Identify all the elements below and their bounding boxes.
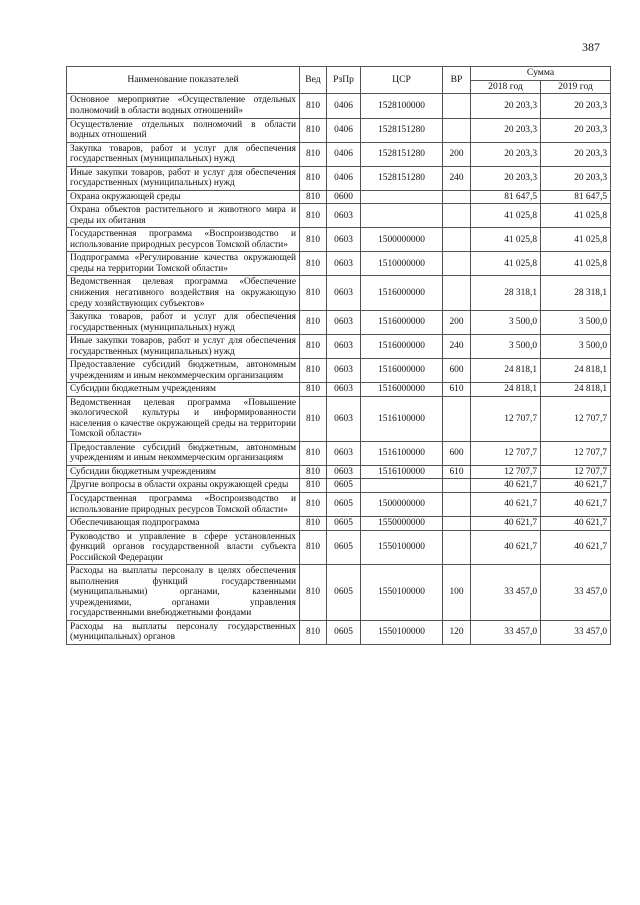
cell-y2019: 41 025,8 <box>541 228 611 252</box>
cell-name: Расходы на выплаты персоналу государственных (муниципальных) органов <box>67 620 300 644</box>
cell-rzpr: 0603 <box>327 441 361 465</box>
table-row <box>67 441 611 465</box>
cell-rzpr: 0406 <box>327 94 361 118</box>
cell-ved: 810 <box>300 530 327 565</box>
cell-csr: 1528151280 <box>361 166 443 190</box>
cell-y2019: 24 818,1 <box>541 359 611 383</box>
cell-y2019: 24 818,1 <box>541 383 611 397</box>
cell-csr: 1500000000 <box>361 228 443 252</box>
cell-y2019: 28 318,1 <box>541 276 611 311</box>
cell-y2018: 20 203,3 <box>471 142 541 166</box>
table-row <box>67 252 611 276</box>
cell-ved: 810 <box>300 204 327 228</box>
cell-rzpr: 0605 <box>327 565 361 621</box>
cell-vr: 600 <box>443 441 471 465</box>
cell-y2019: 3 500,0 <box>541 311 611 335</box>
cell-rzpr: 0605 <box>327 517 361 531</box>
cell-vr: 610 <box>443 383 471 397</box>
cell-y2018: 41 025,8 <box>471 204 541 228</box>
cell-name: Субсидии бюджетным учреждениям <box>67 465 300 479</box>
cell-y2019: 3 500,0 <box>541 335 611 359</box>
table-row <box>67 142 611 166</box>
cell-name: Охрана окружающей среды <box>67 190 300 204</box>
cell-csr: 1528151280 <box>361 142 443 166</box>
cell-y2018: 20 203,3 <box>471 94 541 118</box>
header-rzpr: РзПр <box>327 67 361 94</box>
cell-y2018: 28 318,1 <box>471 276 541 311</box>
cell-y2018: 3 500,0 <box>471 311 541 335</box>
cell-rzpr: 0603 <box>327 335 361 359</box>
cell-rzpr: 0600 <box>327 190 361 204</box>
cell-vr: 200 <box>443 311 471 335</box>
cell-y2019: 20 203,3 <box>541 118 611 142</box>
cell-csr: 1528100000 <box>361 94 443 118</box>
cell-y2019: 40 621,7 <box>541 517 611 531</box>
cell-ved: 810 <box>300 517 327 531</box>
cell-y2018: 41 025,8 <box>471 252 541 276</box>
table-row <box>67 118 611 142</box>
table-row <box>67 396 611 441</box>
table-body <box>67 94 611 644</box>
cell-ved: 810 <box>300 383 327 397</box>
table-row <box>67 383 611 397</box>
cell-vr <box>443 228 471 252</box>
cell-y2019: 40 621,7 <box>541 479 611 493</box>
cell-y2019: 20 203,3 <box>541 94 611 118</box>
header-vr: ВР <box>443 67 471 94</box>
cell-csr <box>361 190 443 204</box>
cell-vr: 200 <box>443 142 471 166</box>
cell-name: Ведомственная целевая программа «Повышение экологической культуры и информированности населения о качестве окружающей среды на территории Томской области» <box>67 396 300 441</box>
table-header <box>67 67 611 94</box>
cell-csr: 1516000000 <box>361 359 443 383</box>
cell-rzpr: 0603 <box>327 311 361 335</box>
cell-vr <box>443 94 471 118</box>
cell-csr: 1510000000 <box>361 252 443 276</box>
cell-ved: 810 <box>300 335 327 359</box>
cell-name: Охрана объектов растительного и животного мира и среды их обитания <box>67 204 300 228</box>
cell-ved: 810 <box>300 479 327 493</box>
cell-ved: 810 <box>300 620 327 644</box>
cell-rzpr: 0605 <box>327 493 361 517</box>
table-row <box>67 311 611 335</box>
cell-rzpr: 0603 <box>327 383 361 397</box>
cell-ved: 810 <box>300 190 327 204</box>
table-row <box>67 565 611 621</box>
header-name: Наименование показателей <box>67 67 300 94</box>
table-row <box>67 94 611 118</box>
cell-csr: 1500000000 <box>361 493 443 517</box>
table-row <box>67 517 611 531</box>
cell-rzpr: 0605 <box>327 530 361 565</box>
cell-rzpr: 0603 <box>327 359 361 383</box>
cell-csr: 1516000000 <box>361 311 443 335</box>
cell-y2018: 40 621,7 <box>471 530 541 565</box>
cell-vr <box>443 396 471 441</box>
cell-vr <box>443 530 471 565</box>
cell-y2018: 3 500,0 <box>471 335 541 359</box>
cell-name: Руководство и управление в сфере установленных функций органов государственной власти субъекта Российской Федерации <box>67 530 300 565</box>
cell-y2018: 33 457,0 <box>471 620 541 644</box>
cell-vr <box>443 204 471 228</box>
budget-table <box>66 66 611 645</box>
cell-y2019: 40 621,7 <box>541 530 611 565</box>
cell-name: Осуществление отдельных полномочий в области водных отношений <box>67 118 300 142</box>
cell-csr: 1528151280 <box>361 118 443 142</box>
cell-csr: 1516100000 <box>361 396 443 441</box>
cell-rzpr: 0605 <box>327 620 361 644</box>
cell-rzpr: 0603 <box>327 252 361 276</box>
cell-y2018: 12 707,7 <box>471 465 541 479</box>
cell-vr: 240 <box>443 335 471 359</box>
cell-y2019: 20 203,3 <box>541 142 611 166</box>
cell-ved: 810 <box>300 441 327 465</box>
cell-ved: 810 <box>300 359 327 383</box>
cell-rzpr: 0605 <box>327 479 361 493</box>
table-row <box>67 493 611 517</box>
cell-csr: 1516100000 <box>361 465 443 479</box>
cell-csr: 1516000000 <box>361 383 443 397</box>
cell-name: Другие вопросы в области охраны окружающей среды <box>67 479 300 493</box>
cell-name: Основное мероприятие «Осуществление отдельных полномочий в области водных отношений» <box>67 94 300 118</box>
cell-y2018: 40 621,7 <box>471 479 541 493</box>
cell-name: Государственная программа «Воспроизводство и использование природных ресурсов Томской области» <box>67 493 300 517</box>
table-row <box>67 166 611 190</box>
cell-rzpr: 0603 <box>327 465 361 479</box>
cell-name: Расходы на выплаты персоналу в целях обеспечения выполнения функций государственными (муниципальными) органами, казенными учреждениями, органами управления государственными внебюджетными фондами <box>67 565 300 621</box>
header-sum: Сумма <box>471 67 611 81</box>
cell-name: Обеспечивающая подпрограмма <box>67 517 300 531</box>
cell-y2019: 40 621,7 <box>541 493 611 517</box>
cell-rzpr: 0603 <box>327 276 361 311</box>
cell-vr <box>443 252 471 276</box>
cell-vr <box>443 190 471 204</box>
table-row <box>67 190 611 204</box>
cell-y2019: 41 025,8 <box>541 252 611 276</box>
cell-ved: 810 <box>300 228 327 252</box>
cell-vr <box>443 479 471 493</box>
cell-y2018: 40 621,7 <box>471 517 541 531</box>
table-row <box>67 530 611 565</box>
cell-vr <box>443 276 471 311</box>
cell-vr: 600 <box>443 359 471 383</box>
cell-ved: 810 <box>300 166 327 190</box>
cell-name: Ведомственная целевая программа «Обеспечение снижения негативного воздействия на окружающую среду хозяйствующих субъектов» <box>67 276 300 311</box>
table-row <box>67 204 611 228</box>
cell-name: Подпрограмма «Регулирование качества окружающей среды на территории Томской области» <box>67 252 300 276</box>
cell-vr: 610 <box>443 465 471 479</box>
cell-name: Предоставление субсидий бюджетным, автономным учреждениям и иным некоммерческим организациям <box>67 441 300 465</box>
table-row <box>67 479 611 493</box>
cell-csr: 1550100000 <box>361 565 443 621</box>
cell-csr <box>361 479 443 493</box>
cell-ved: 810 <box>300 276 327 311</box>
header-2018: 2018 год <box>471 80 541 94</box>
table-row <box>67 335 611 359</box>
cell-ved: 810 <box>300 252 327 276</box>
cell-y2019: 12 707,7 <box>541 441 611 465</box>
cell-name: Иные закупки товаров, работ и услуг для обеспечения государственных (муниципальных) нужд <box>67 335 300 359</box>
cell-ved: 810 <box>300 311 327 335</box>
cell-csr: 1516000000 <box>361 276 443 311</box>
cell-name: Иные закупки товаров, работ и услуг для обеспечения государственных (муниципальных) нужд <box>67 166 300 190</box>
cell-y2018: 41 025,8 <box>471 228 541 252</box>
cell-y2018: 12 707,7 <box>471 396 541 441</box>
cell-y2018: 81 647,5 <box>471 190 541 204</box>
cell-name: Субсидии бюджетным учреждениям <box>67 383 300 397</box>
cell-y2018: 24 818,1 <box>471 359 541 383</box>
cell-rzpr: 0603 <box>327 204 361 228</box>
cell-vr <box>443 493 471 517</box>
cell-csr: 1550000000 <box>361 517 443 531</box>
cell-ved: 810 <box>300 565 327 621</box>
cell-y2019: 12 707,7 <box>541 396 611 441</box>
table-row <box>67 359 611 383</box>
cell-y2019: 20 203,3 <box>541 166 611 190</box>
cell-y2019: 12 707,7 <box>541 465 611 479</box>
header-csr: ЦСР <box>361 67 443 94</box>
cell-ved: 810 <box>300 493 327 517</box>
cell-csr: 1516100000 <box>361 441 443 465</box>
cell-rzpr: 0603 <box>327 396 361 441</box>
cell-vr: 240 <box>443 166 471 190</box>
table-row <box>67 620 611 644</box>
cell-rzpr: 0603 <box>327 228 361 252</box>
cell-ved: 810 <box>300 94 327 118</box>
table-row <box>67 276 611 311</box>
cell-y2018: 40 621,7 <box>471 493 541 517</box>
table-row <box>67 228 611 252</box>
cell-ved: 810 <box>300 118 327 142</box>
cell-ved: 810 <box>300 396 327 441</box>
cell-y2018: 20 203,3 <box>471 118 541 142</box>
cell-rzpr: 0406 <box>327 118 361 142</box>
cell-rzpr: 0406 <box>327 166 361 190</box>
cell-csr: 1550100000 <box>361 530 443 565</box>
cell-ved: 810 <box>300 142 327 166</box>
cell-vr <box>443 517 471 531</box>
cell-y2019: 33 457,0 <box>541 565 611 621</box>
cell-y2018: 12 707,7 <box>471 441 541 465</box>
cell-name: Предоставление субсидий бюджетным, автономным учреждениям и иным некоммерческим организациям <box>67 359 300 383</box>
header-2019: 2019 год <box>541 80 611 94</box>
cell-y2019: 33 457,0 <box>541 620 611 644</box>
cell-vr: 120 <box>443 620 471 644</box>
header-ved: Вед <box>300 67 327 94</box>
cell-y2018: 20 203,3 <box>471 166 541 190</box>
cell-y2018: 24 818,1 <box>471 383 541 397</box>
cell-ved: 810 <box>300 465 327 479</box>
table-row <box>67 465 611 479</box>
cell-name: Государственная программа «Воспроизводство и использование природных ресурсов Томской области» <box>67 228 300 252</box>
cell-rzpr: 0406 <box>327 142 361 166</box>
cell-vr: 100 <box>443 565 471 621</box>
cell-y2018: 33 457,0 <box>471 565 541 621</box>
cell-name: Закупка товаров, работ и услуг для обеспечения государственных (муниципальных) нужд <box>67 142 300 166</box>
cell-name: Закупка товаров, работ и услуг для обеспечения государственных (муниципальных) нужд <box>67 311 300 335</box>
page-number: 387 <box>582 40 600 54</box>
cell-vr <box>443 118 471 142</box>
cell-csr <box>361 204 443 228</box>
cell-y2019: 81 647,5 <box>541 190 611 204</box>
cell-csr: 1516000000 <box>361 335 443 359</box>
cell-y2019: 41 025,8 <box>541 204 611 228</box>
cell-csr: 1550100000 <box>361 620 443 644</box>
